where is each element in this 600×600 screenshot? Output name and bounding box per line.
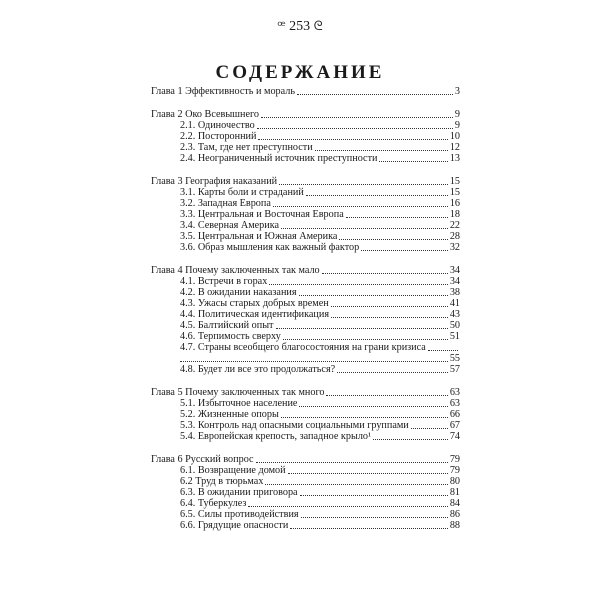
- dot-leader: [322, 272, 448, 274]
- toc-entry-label: 4.4. Политическая идентификация: [180, 309, 330, 320]
- dot-leader: [346, 216, 448, 218]
- page-number: 253: [289, 19, 311, 34]
- dot-leader: [379, 160, 447, 162]
- toc-entry-page: 13: [449, 153, 460, 164]
- toc-entry-label: 3.3. Центральная и Восточная Европа: [180, 209, 344, 220]
- toc-entry-label: 6.1. Возвращение домой: [180, 465, 286, 476]
- toc-section-entry: [151, 331, 460, 342]
- toc-entry-label: Глава 3 География наказаний: [151, 176, 278, 187]
- toc-entry-page: 41: [449, 298, 460, 309]
- toc-entry-page: 74: [449, 431, 460, 442]
- toc-section-entry: [151, 498, 460, 509]
- toc-section-entry: [151, 409, 460, 420]
- toc-section-entry: [151, 198, 460, 209]
- toc-section-entry: [151, 398, 460, 409]
- dot-leader: [290, 527, 448, 529]
- toc-entry-label: Глава 1 Эффективность и мораль: [151, 86, 295, 97]
- toc-entry-label: 3.1. Карты боли и страданий: [180, 187, 304, 198]
- dot-leader: [258, 138, 447, 140]
- dot-leader: [283, 338, 448, 340]
- ornament-left-icon: ꟹ: [277, 18, 286, 33]
- toc-entry-page: 63: [449, 387, 460, 398]
- toc-section-entry: [151, 487, 460, 498]
- toc-entry-page: 57: [449, 364, 460, 375]
- dot-leader: [257, 127, 453, 129]
- toc-entry-label: 4.7. Страны всеобщего благосостояния на грани кризиса: [180, 342, 426, 353]
- toc-entry-page: 9: [454, 120, 460, 131]
- toc-entry-label: 3.6. Образ мышления как важный фактор: [180, 242, 360, 253]
- toc-entry-page: 67: [449, 420, 460, 431]
- toc-entry-page: 79: [449, 454, 460, 465]
- page-number-header: [0, 18, 600, 35]
- toc-entry-page: 38: [449, 287, 460, 298]
- dot-leader: [281, 227, 448, 229]
- dot-leader: [273, 205, 448, 207]
- toc-entry-page: 10: [449, 131, 460, 142]
- dot-leader: [339, 238, 447, 240]
- section-spacer: [151, 164, 460, 176]
- toc-entry-label: 2.4. Неограниченный источник преступности: [180, 153, 378, 164]
- toc-entry-label: 5.2. Жизненные опоры: [180, 409, 279, 420]
- toc-entry-page: 79: [449, 465, 460, 476]
- toc-entry-page: 15: [449, 187, 460, 198]
- toc-section-entry: [151, 364, 460, 375]
- toc-entry-label: 4.5. Балтийский опыт: [180, 320, 274, 331]
- section-spacer: [151, 253, 460, 265]
- toc-entry-label: 3.2. Западная Европа: [180, 198, 271, 209]
- toc-entry-label: 4.6. Терпимость сверху: [180, 331, 281, 342]
- toc-entry-label: 3.4. Северная Америка: [180, 220, 280, 231]
- toc-entry-page: 86: [449, 509, 460, 520]
- toc-entry-label: Глава 5 Почему заключенных так много: [151, 387, 325, 398]
- toc-entry-page: 63: [449, 398, 460, 409]
- toc-entry-page: 81: [449, 487, 460, 498]
- toc-section-entry: [151, 320, 460, 331]
- dot-leader: [299, 294, 448, 296]
- dot-leader: [428, 349, 458, 351]
- toc-entry-label: 5.1. Избыточное население: [180, 398, 298, 409]
- dot-leader: [276, 327, 448, 329]
- toc-entry-page: 3: [454, 86, 460, 97]
- toc-entry-page: 50: [449, 320, 460, 331]
- toc-entry-label: 4.1. Встречи в горах: [180, 276, 268, 287]
- dot-leader: [281, 416, 448, 418]
- toc-entry-page: 12: [449, 142, 460, 153]
- toc-entry-label: 6.4. Туберкулез: [180, 498, 247, 509]
- toc-section-entry: [151, 142, 460, 153]
- dot-leader: [261, 116, 453, 118]
- dot-leader: [315, 149, 448, 151]
- dot-leader: [265, 483, 447, 485]
- section-spacer: [151, 375, 460, 387]
- toc-entry-label: 6.5. Силы противодействия: [180, 509, 299, 520]
- toc-section-entry: [151, 476, 460, 487]
- page-title: СОДЕРЖАНИЕ: [215, 62, 385, 83]
- dot-leader: [248, 505, 447, 507]
- section-spacer: [151, 442, 460, 454]
- section-spacer: [151, 97, 460, 109]
- toc-entry-page: 16: [449, 198, 460, 209]
- toc-chapter-entry: [151, 176, 460, 187]
- toc-entry-page: 88: [449, 520, 460, 531]
- toc-entry-page: 9: [454, 109, 460, 120]
- dot-leader: [337, 371, 448, 373]
- dot-leader: [361, 249, 448, 251]
- toc-section-entry: [151, 520, 460, 531]
- toc-entry-label: 4.8. Будет ли все это продолжаться?: [180, 364, 336, 375]
- toc-entry-label: 3.5. Центральная и Южная Америка: [180, 231, 338, 242]
- toc-entry-page: 43: [449, 309, 460, 320]
- toc-entry-page: 84: [449, 498, 460, 509]
- toc-entry-page: 34: [449, 265, 460, 276]
- dot-leader: [300, 494, 448, 496]
- toc-entry-page: 55: [449, 353, 460, 364]
- toc-entry-label: 2.1. Одиночество: [180, 120, 255, 131]
- toc-entry-page: 80: [449, 476, 460, 487]
- toc-entry-page: 15: [449, 176, 460, 187]
- dot-leader: [279, 183, 448, 185]
- toc-section-entry: [151, 298, 460, 309]
- toc-entry-label: Глава 2 Око Всевышнего: [151, 109, 259, 120]
- toc-entry-page: 28: [449, 231, 460, 242]
- table-of-contents: [151, 86, 460, 531]
- dot-leader: [331, 305, 448, 307]
- toc-entry-label: 4.2. В ожидании наказания: [180, 287, 297, 298]
- toc-continuation: [151, 353, 460, 364]
- toc-section-entry: [151, 342, 460, 353]
- toc-chapter-entry: [151, 454, 460, 465]
- dot-leader: [256, 461, 448, 463]
- toc-entry-label: 2.2. Посторонний: [180, 131, 257, 142]
- toc-section-entry: [151, 431, 460, 442]
- toc-section-entry: [151, 242, 460, 253]
- dot-leader: [411, 427, 448, 429]
- toc-section-entry: [151, 131, 460, 142]
- toc-entry-label: Глава 6 Русский вопрос: [151, 454, 254, 465]
- toc-section-entry: [151, 509, 460, 520]
- toc-entry-label: 2.3. Там, где нет преступности: [180, 142, 313, 153]
- toc-entry-label: 5.4. Европейская крепость, западное крыло¹: [180, 431, 372, 442]
- dot-leader: [269, 283, 448, 285]
- toc-entry-page: 18: [449, 209, 460, 220]
- dot-leader: [180, 360, 448, 362]
- toc-entry-page: 22: [449, 220, 460, 231]
- dot-leader: [297, 93, 453, 95]
- toc-entry-label: 6.3. В ожидании приговора: [180, 487, 298, 498]
- ornament-right-icon: ᘓ: [313, 18, 323, 33]
- toc-entry-page: 51: [449, 331, 460, 342]
- toc-section-entry: [151, 187, 460, 198]
- toc-chapter-entry: [151, 265, 460, 276]
- toc-section-entry: [151, 420, 460, 431]
- toc-entry-label: 5.3. Контроль над опасными социальными группами: [180, 420, 409, 431]
- toc-section-entry: [151, 120, 460, 131]
- toc-section-entry: [151, 287, 460, 298]
- toc-entry-label: 4.3. Ужасы старых добрых времен: [180, 298, 329, 309]
- toc-entry-label: 6.6. Грядущие опасности: [180, 520, 289, 531]
- toc-section-entry: [151, 465, 460, 476]
- toc-section-entry: [151, 209, 460, 220]
- dot-leader: [331, 316, 448, 318]
- toc-entry-page: 66: [449, 409, 460, 420]
- toc-entry-page: 34: [449, 276, 460, 287]
- toc-section-entry: [151, 220, 460, 231]
- dot-leader: [288, 472, 448, 474]
- dot-leader: [326, 394, 447, 396]
- toc-section-entry: [151, 231, 460, 242]
- toc-section-entry: [151, 153, 460, 164]
- toc-chapter-entry: [151, 109, 460, 120]
- toc-section-entry: [151, 309, 460, 320]
- toc-chapter-entry: [151, 387, 460, 398]
- dot-leader: [301, 516, 448, 518]
- dot-leader: [299, 405, 447, 407]
- toc-entry-page: 32: [449, 242, 460, 253]
- toc-chapter-entry: [151, 86, 460, 97]
- toc-entry-label: 6.2 Труд в тюрьмах: [180, 476, 264, 487]
- dot-leader: [306, 194, 448, 196]
- dot-leader: [373, 438, 448, 440]
- toc-section-entry: [151, 276, 460, 287]
- toc-entry-label: Глава 4 Почему заключенных так мало: [151, 265, 320, 276]
